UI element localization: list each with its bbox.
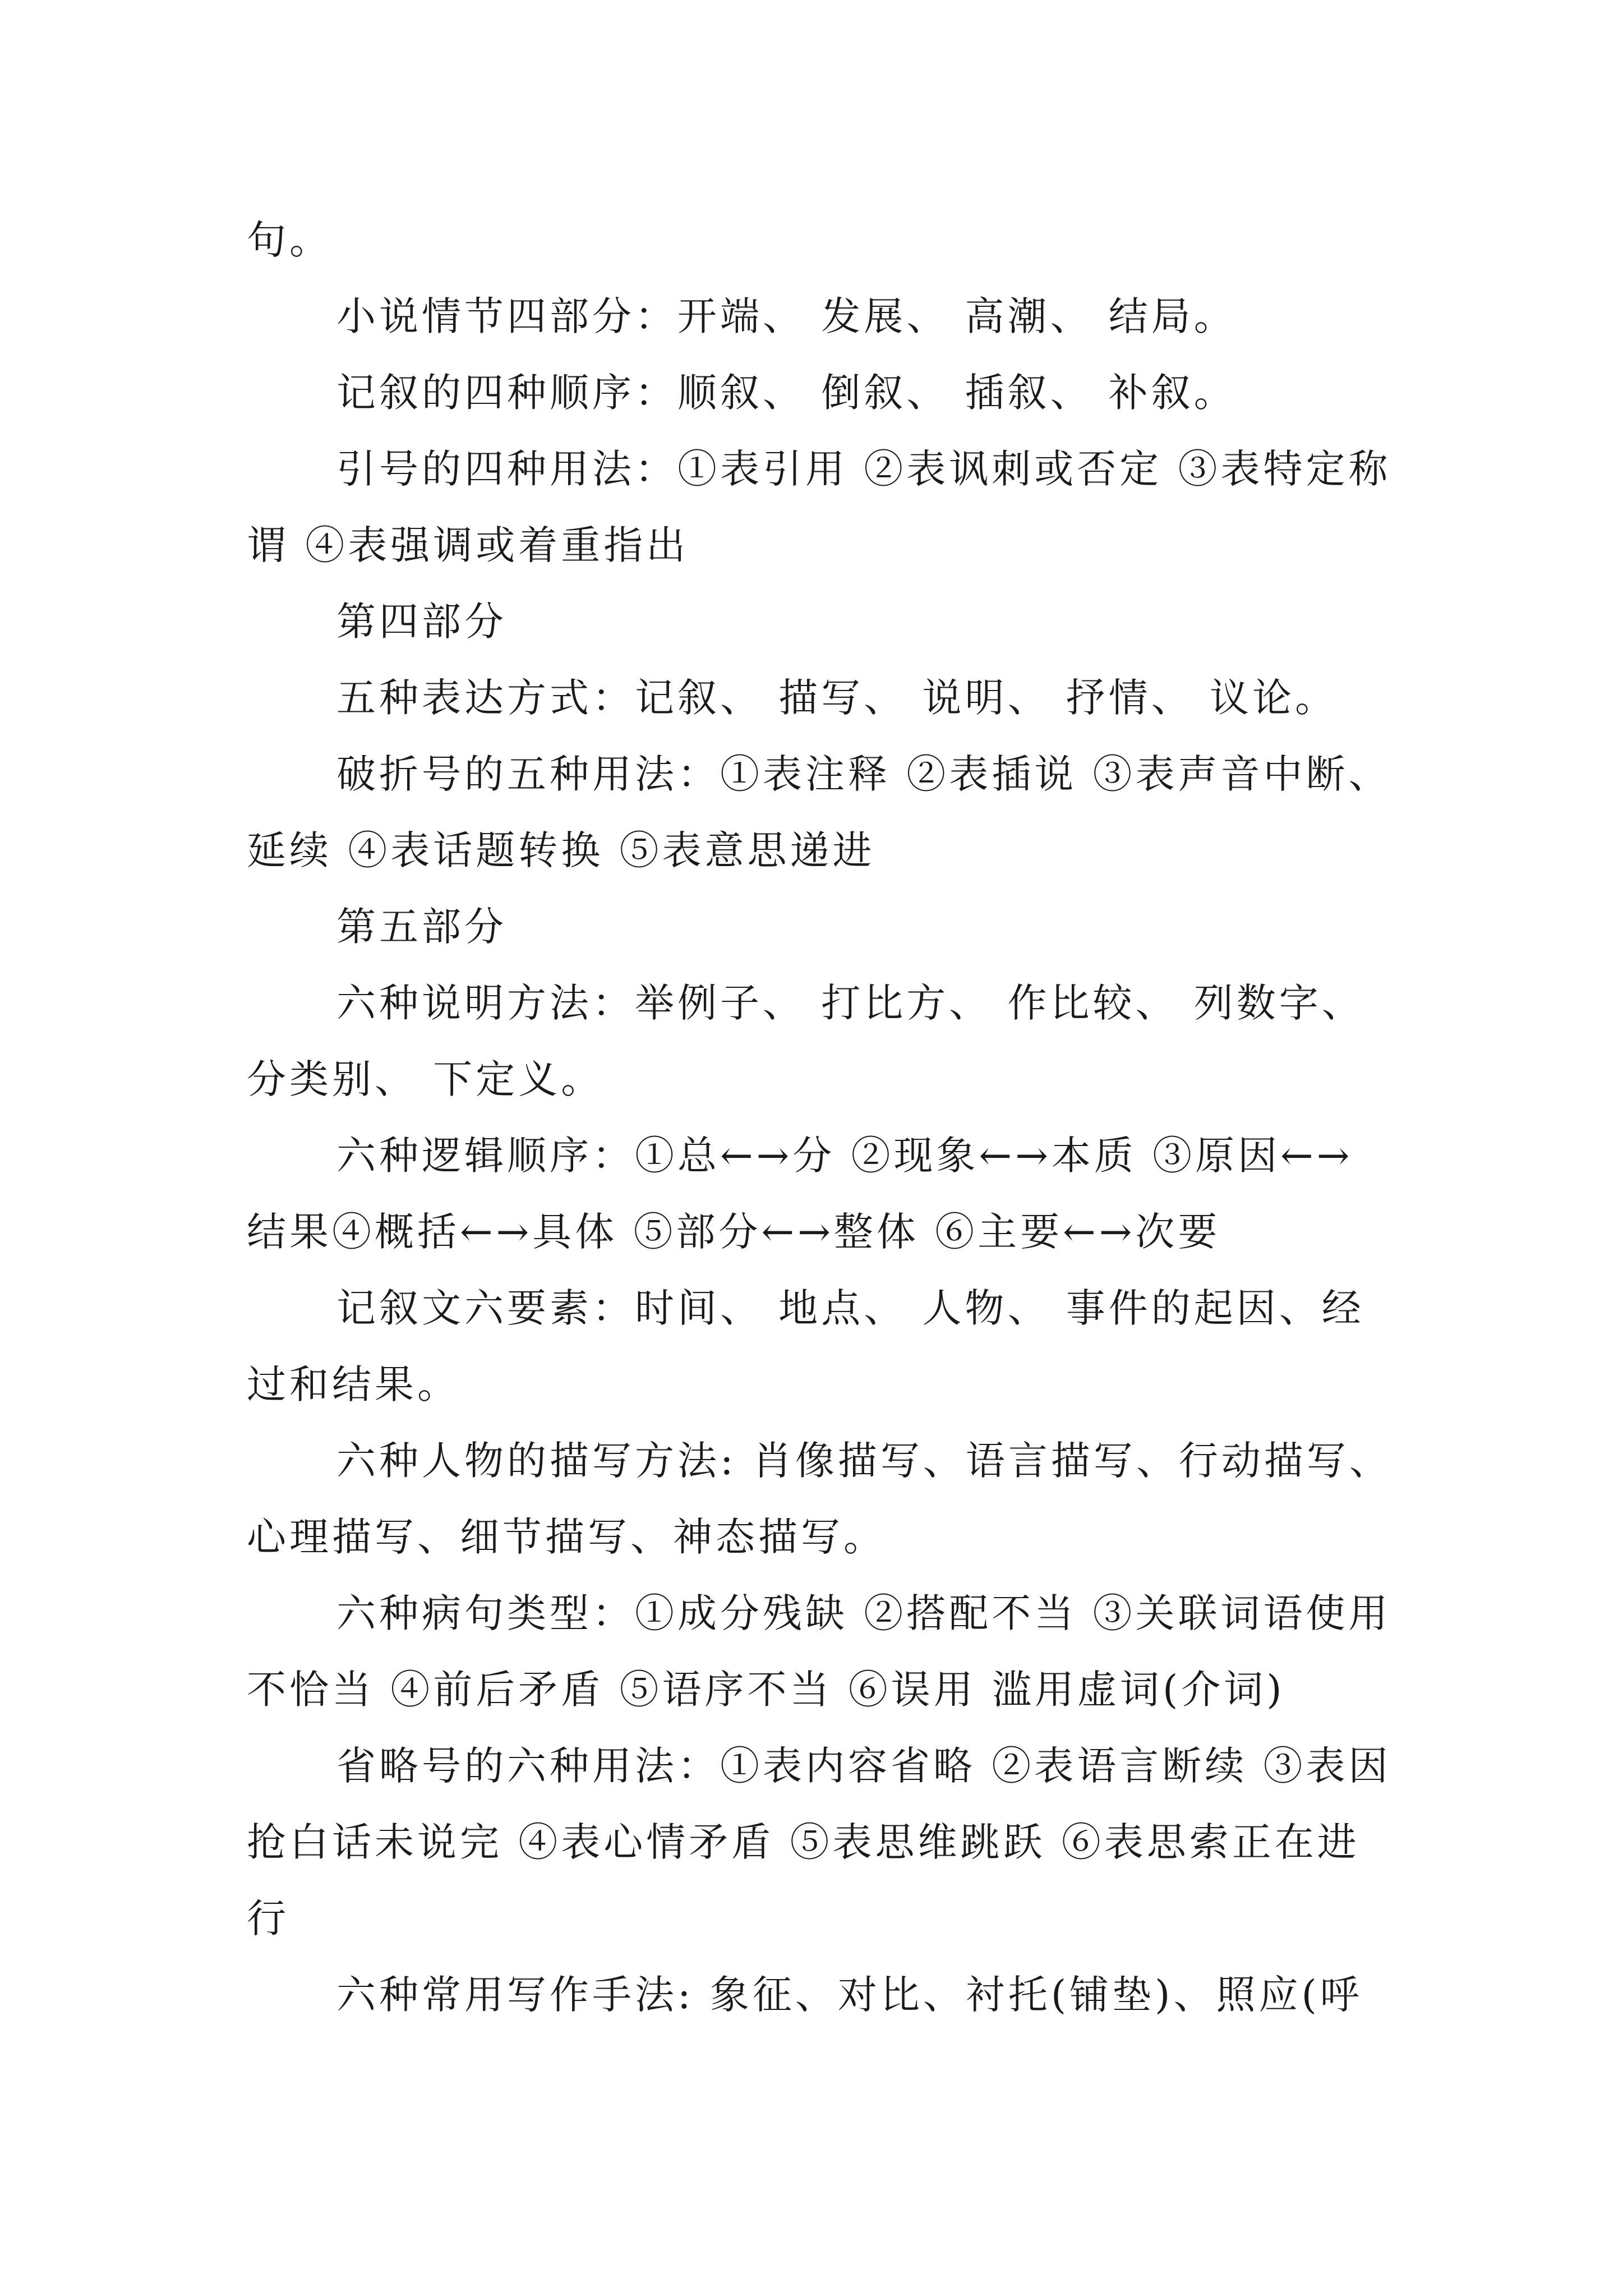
paragraph-novel-plot: 小说情节四部分：开端、 发展、 高潮、 结局。: [336, 293, 1237, 339]
paragraph-writing-techniques: 六种常用写作手法: 象征、对比、衬托(铺垫)、照应(呼: [336, 1972, 1363, 2018]
paragraph-character-description: 六种人物的描写方法: 肖像描写、语言描写、行动描写、心理描写、细节描写、神态描写。: [247, 1438, 1392, 1560]
paragraph-quotation-marks: 引号的四种用法：①表引用 ②表讽刺或否定 ③表特定称谓 ④表强调或着重指出: [247, 446, 1391, 568]
paragraph-narrative-elements: 记叙文六要素：时间、 地点、 人物、 事件的起因、经过和结果。: [247, 1285, 1364, 1407]
paragraph-logical-order: 六种逻辑顺序：①总←→分 ②现象←→本质 ③原因←→ 结果④概括←→具体 ⑤部分←→整体 ⑥主要←→次要: [247, 1133, 1353, 1255]
paragraph-dash-usage: 破折号的五种用法：①表注释 ②表插说 ③表声音中断、延续 ④表话题转换 ⑤表意思递进: [247, 751, 1391, 873]
paragraph-expression-modes: 五种表达方式：记叙、 描写、 说明、 抒情、 议论。: [336, 675, 1338, 721]
paragraph-narrative-order: 记叙的四种顺序：顺叙、 倒叙、 插叙、 补叙。: [336, 370, 1237, 416]
paragraph-ellipsis-usage: 省略号的六种用法：①表内容省略 ②表语言断续 ③表因抢白话未说完 ④表心情矛盾 ⑤表思维跳跃 ⑥表思索正在进行: [247, 1743, 1391, 1941]
paragraph-explanation-methods: 六种说明方法：举例子、 打比方、 作比较、 列数字、分类别、 下定义。: [247, 980, 1364, 1102]
paragraph-sentence-errors: 六种病句类型：①成分残缺 ②搭配不当 ③关联词语使用不恰当 ④前后矛盾 ⑤语序不当 ⑥误用 滥用虚词(介词): [247, 1590, 1391, 1713]
document-body: [247, 202, 1402, 2033]
section-heading-part-four: 第四部分: [336, 599, 507, 645]
paragraph-continuation: 句。: [247, 217, 332, 263]
section-heading-part-five: 第五部分: [336, 904, 507, 950]
